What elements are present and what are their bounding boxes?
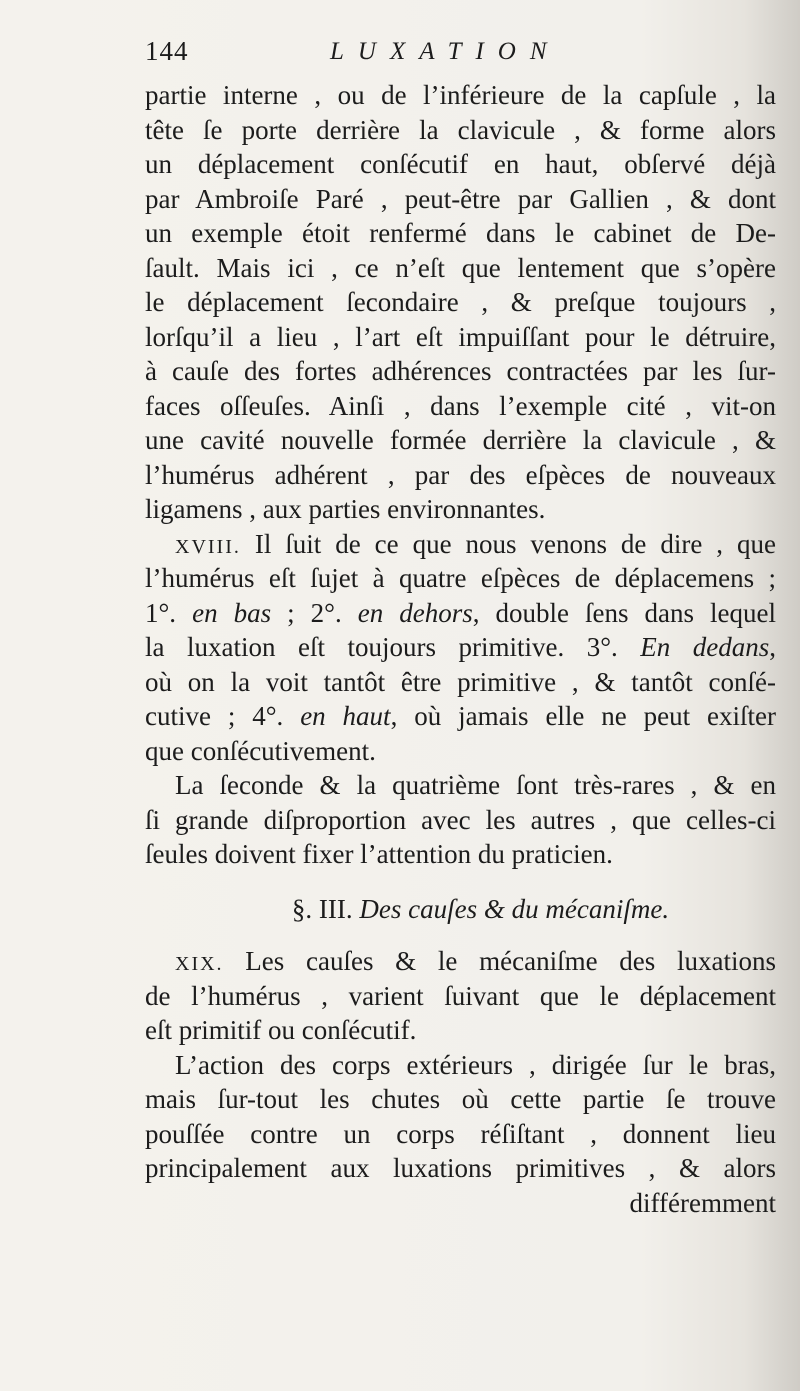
paragraph-18-line: que conſécutivement.: [145, 735, 376, 766]
text-line: ſault. Mais ici , ce n’eſt que lentement que s’opère: [145, 252, 776, 283]
text-line: une cavité nouvelle formée derrière la clavicule , &: [145, 425, 776, 455]
paragraph-18-line: cutive ; 4°. en haut, où jamais elle ne peut exiſter: [145, 701, 776, 731]
section-heading: [145, 892, 776, 927]
paragraph-18-line: XVIII. Il ſuit de ce que nous venons de dire , que: [175, 528, 776, 559]
text-line: ligamens , aux parties environnantes.: [145, 494, 546, 524]
section-title: Des cauſes & du mécaniſme.: [359, 893, 670, 924]
paragraph-19-line: eſt primitif ou conſécutif.: [145, 1015, 417, 1045]
paragraph-action-line: principalement aux luxations primitives , & alors: [145, 1153, 776, 1183]
paragraph-action-line: L’action des corps extérieurs , dirigée ſur le bras,: [175, 1049, 776, 1080]
paragraph-18-line: l’humérus eſt ſujet à quatre eſpèces de déplacemens ;: [145, 563, 776, 593]
paragraph-marker: XVIII.: [175, 535, 241, 558]
paragraph-marker: XIX.: [175, 953, 224, 975]
text-line: un exemple étoit renfermé dans le cabinet de De-: [145, 218, 776, 248]
paragraph-19-line: de l’humérus , varient ſuivant que le déplacement: [145, 980, 776, 1011]
text-line: lorſqu’il a lieu , l’art eſt impuiſſant pour le détruire,: [145, 321, 776, 352]
paragraph-18-line: la luxation eſt toujours primitive. 3°. En dedans,: [145, 632, 777, 662]
paragraph-18-line: 1°. en bas ; 2°. en dehors, double ſens dans lequel: [145, 597, 777, 628]
catchword: différemment: [629, 1187, 776, 1218]
paragraph-18-line: où on la voit tantôt être primitive , & tantôt conſé-: [145, 666, 776, 697]
body-text: [145, 78, 776, 1220]
paragraph-rare-line: La ſeconde & la quatrième ſont très-rares , & en: [175, 770, 776, 800]
running-title: LUXATION: [330, 38, 561, 65]
paragraph-action-line: mais ſur-tout les chutes où cette partie ſe trouve: [145, 1084, 776, 1114]
text-line: par Ambroiſe Paré , peut-être par Gallien , & dont: [145, 183, 776, 214]
text-line: tête ſe porte derrière la clavicule , & forme alors: [145, 114, 776, 145]
paragraph-rare-line: ſeules doivent fixer l’attention du praticien.: [145, 839, 613, 869]
paragraph-rare-line: ſi grande diſproportion avec les autres , que celles-ci: [145, 804, 776, 835]
paragraph-19-line: XIX. Les cauſes & le mécaniſme des luxations: [175, 946, 777, 976]
text-line: l’humérus adhérent , par des eſpèces de nouveaux: [145, 459, 776, 490]
text-line: à cauſe des fortes adhérences contractées par les ſur-: [145, 356, 776, 386]
text-line: faces oſſeuſes. Ainſi , dans l’exemple cité , vit-on: [145, 390, 776, 421]
page-number: 144: [145, 36, 189, 66]
text-line: partie interne , ou de l’inférieure de la capſule , la: [145, 80, 776, 110]
section-number: §. III.: [291, 893, 353, 924]
text-line: le déplacement ſecondaire , & preſque toujours ,: [145, 287, 776, 317]
text-line: un déplacement conſécutif en haut, obſervé déjà: [145, 149, 776, 179]
paragraph-action-line: pouſſée contre un corps réſiſtant , donnent lieu: [145, 1118, 776, 1149]
page-header: [145, 36, 785, 76]
